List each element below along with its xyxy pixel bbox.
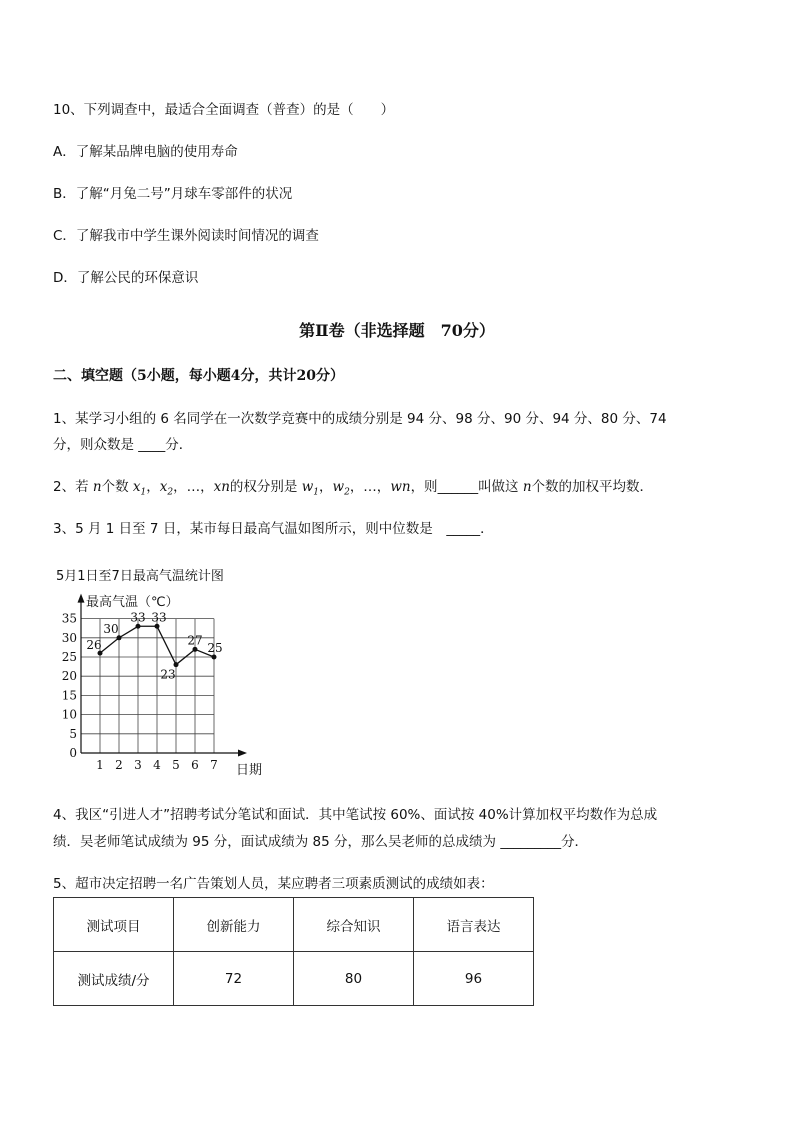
chart-x-axis-label: 日期	[236, 763, 263, 778]
q2-text: 2、若	[53, 479, 93, 495]
table-cell: 80	[294, 952, 414, 1006]
temperature-line-chart	[56, 566, 286, 781]
q10-option-c: C．了解我市中学生课外阅读时间情况的调查	[53, 228, 319, 244]
q1-line2-pre: 分，则众数是	[53, 437, 139, 453]
chart-data-label: 33	[130, 610, 146, 625]
q2-math-wn: wn	[390, 479, 411, 495]
chart-data-label: 33	[151, 610, 167, 625]
q10-option-b: B．了解“月兔二号”月球车零部件的状况	[53, 186, 293, 202]
table-header-cell: 创新能力	[174, 898, 294, 952]
score-table	[53, 897, 534, 1006]
q3-end: ．	[480, 521, 494, 537]
chart-data-point	[136, 624, 141, 629]
chart-y-tick-label: 20	[61, 669, 77, 684]
q2-line	[53, 478, 653, 502]
q4-blank: _________	[500, 834, 562, 850]
q2-math-w1: w	[301, 479, 314, 495]
q4-line2-pre: 绩．吴老师笔试成绩为 95 分，面试成绩为 85 分，那么吴老师的总成绩为	[53, 834, 501, 850]
q5-text: 5、超市决定招聘一名广告策划人员，某应聘者三项素质测试的成绩如表：	[53, 876, 494, 892]
table-cell: 72	[174, 952, 294, 1006]
q2-sub-w1: 1	[313, 487, 320, 498]
q4-line1: 4、我区“引进人才”招聘考试分笔试和面试．其中笔试按 60%、面试按 40%计算加权平均数作为总成	[53, 807, 658, 823]
q2-sub-w2: 2	[344, 487, 350, 498]
q2-text: ，	[146, 479, 160, 495]
q1-line2	[53, 436, 192, 454]
chart-y-tick-label: 10	[61, 707, 77, 722]
chart-data-label: 26	[86, 638, 102, 653]
chart-data-point	[174, 662, 179, 667]
chart-x-tick-label: 1	[96, 758, 104, 772]
q2-math-x1: x	[132, 479, 141, 495]
q2-text: 叫做这	[478, 479, 523, 495]
q10-option-a: A．了解某品牌电脑的使用寿命	[53, 144, 238, 160]
q2-math-w2: w	[332, 479, 345, 495]
chart-data-label: 25	[207, 641, 223, 655]
q2-text: ，则	[410, 479, 438, 495]
chart-title: 5月1日至7日最高气温统计图	[56, 569, 224, 584]
chart-x-tick-label: 4	[153, 758, 161, 772]
part2-title: 第Ⅱ卷（非选择题 70分）	[299, 321, 495, 340]
q2-blank: ______	[437, 479, 479, 495]
q1-blank: ____	[138, 437, 166, 453]
section2-title: 二、填空题（5小题，每小题4分，共计20分）	[53, 368, 344, 384]
table-cell: 96	[414, 952, 534, 1006]
chart-x-tick-label: 7	[210, 758, 218, 772]
chart-data-point	[155, 624, 160, 629]
chart-y-tick-label: 15	[61, 688, 77, 703]
q2-sub-1: 1	[140, 487, 147, 498]
q3-line	[53, 520, 494, 538]
table-header-cell: 测试项目	[54, 898, 174, 952]
q4-line2-post: 分．	[561, 834, 589, 850]
q2-text: ，	[319, 479, 333, 495]
chart-x-tick-label: 2	[115, 758, 123, 772]
chart-y-tick-label: 25	[61, 650, 77, 664]
q2-text: ，…，	[349, 479, 391, 495]
chart-data-label: 27	[187, 633, 203, 648]
chart-y-axis-arrow	[78, 594, 85, 603]
chart-x-tick-label: 3	[134, 758, 142, 772]
chart-data-point	[117, 635, 122, 640]
chart-x-tick-label: 6	[191, 758, 199, 772]
q3-blank: _____	[446, 521, 481, 537]
q2-math-xn: xn	[213, 479, 230, 495]
chart-data-label: 30	[103, 621, 119, 636]
table-header-cell: 综合知识	[294, 898, 414, 952]
chart-y-tick-label: 30	[61, 630, 77, 645]
q2-math-n: n	[522, 479, 532, 495]
q10-option-d: D．了解公民的环保意识	[53, 270, 199, 286]
chart-data-label: 23	[160, 667, 176, 682]
q2-text: 个数	[101, 479, 133, 495]
q2-text: ，…，	[173, 479, 214, 495]
q3-text: 3、5 月 1 日至 7 日，某市每日最高气温如图所示，则中位数是	[53, 521, 447, 537]
q2-sub-2: 2	[167, 487, 174, 498]
table-header-row	[54, 898, 534, 952]
chart-y-tick-label: 5	[69, 726, 77, 741]
chart-y-tick-label: 35	[61, 611, 77, 626]
q2-math-n: n	[92, 479, 102, 495]
chart-data-point	[193, 647, 198, 652]
q1-line1: 1、某学习小组的 6 名同学在一次数学竞赛中的成绩分别是 94 分、98 分、90 分、94 分、80 分、74	[53, 411, 667, 427]
chart-y-tick-label: 0	[69, 746, 77, 760]
q1-line2-post: 分．	[165, 437, 193, 453]
chart-x-axis-arrow	[238, 750, 247, 757]
table-cell: 测试成绩/分	[54, 952, 174, 1006]
q10-stem: 10、下列调查中，最适合全面调查（普查）的是（ ）	[53, 102, 395, 118]
q2-text: 个数的加权平均数．	[531, 479, 654, 495]
q2-math-x2: x	[159, 479, 168, 495]
q4-line2	[53, 833, 588, 851]
table-header-cell: 语言表达	[414, 898, 534, 952]
table-row	[54, 952, 534, 1006]
chart-data-point	[212, 655, 217, 660]
q2-text: 的权分别是	[229, 479, 302, 495]
chart-x-tick-label: 5	[172, 758, 180, 772]
chart-y-axis-label: 最高气温（℃）	[86, 595, 179, 610]
